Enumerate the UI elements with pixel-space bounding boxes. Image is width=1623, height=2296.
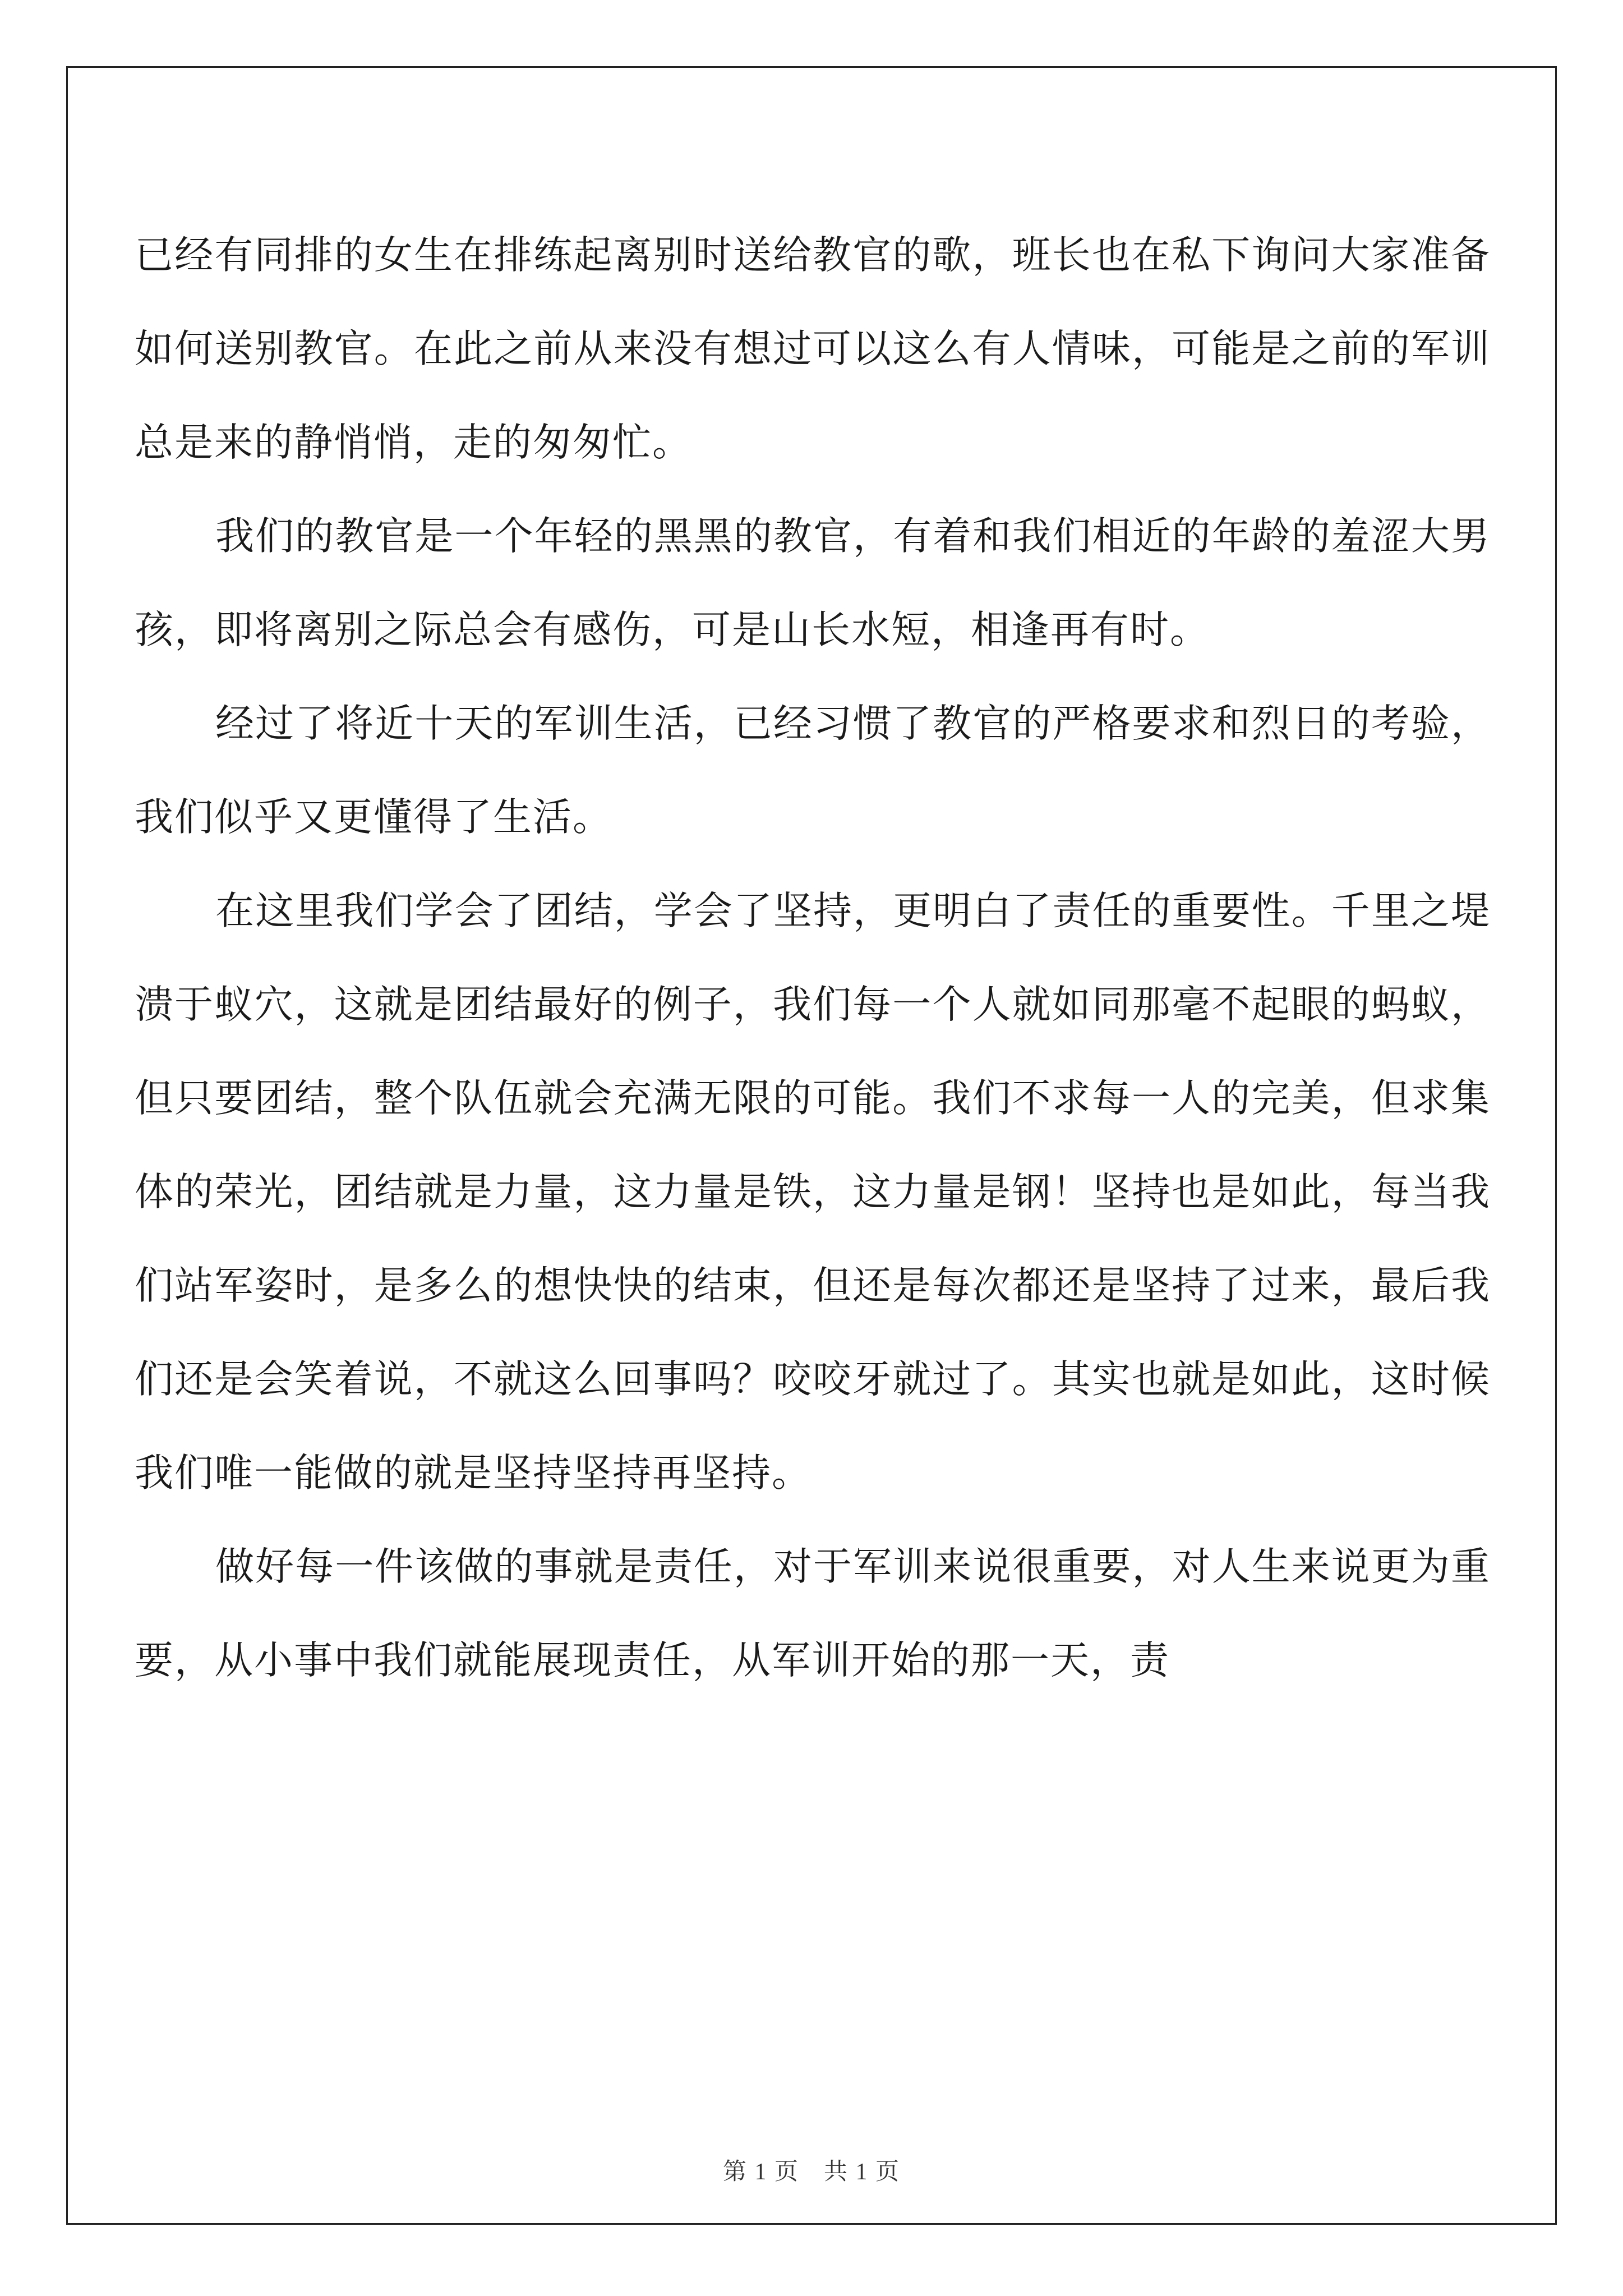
paragraph-2: 我们的教官是一个年轻的黑黑的教官，有着和我们相近的年龄的羞涩大男孩，即将离别之际总会有感伤，可是山长水短，相逢再有时。 — [135, 514, 1491, 652]
paragraph-5: 做好每一件该做的事就是责任，对于军训来说很重要，对人生来说更为重要，从小事中我们就能展现责任，从军训开始的那一天，责 — [135, 1544, 1491, 1683]
paragraph-3: 经过了将近十天的军训生活，已经习惯了教官的严格要求和烈日的考验，我们似乎又更懂得了生活。 — [135, 701, 1491, 840]
document-body — [135, 209, 1491, 1708]
paragraph-4: 在这里我们学会了团结，学会了坚持，更明白了责任的重要性。千里之堤溃于蚁穴，这就是团结最好的例子，我们每一个人就如同那毫不起眼的蚂蚁，但只要团结，整个队伍就会充满无限的可能。我们不求每一人的完美，但求集体的荣光，团结就是力量，这力量是铁，这力量是钢！坚持也是如此，每当我们站军姿时，是多么的想快快的结束，但还是每次都还是坚持了过来，最后我们还是会笑着说，不就这么回事吗？咬咬牙就过了。其实也就是如此，这时候我们唯一能做的就是坚持坚持再坚持。 — [135, 889, 1491, 1496]
page-number-footer: 第 1 页 共 1 页 — [722, 2159, 900, 2185]
paragraph-1: 已经有同排的女生在排练起离别时送给教官的歌，班长也在私下询问大家准备如何送别教官。在此之前从来没有想过可以这么有人情味，可能是之前的军训总是来的静悄悄，走的匆匆忙。 — [135, 233, 1491, 465]
